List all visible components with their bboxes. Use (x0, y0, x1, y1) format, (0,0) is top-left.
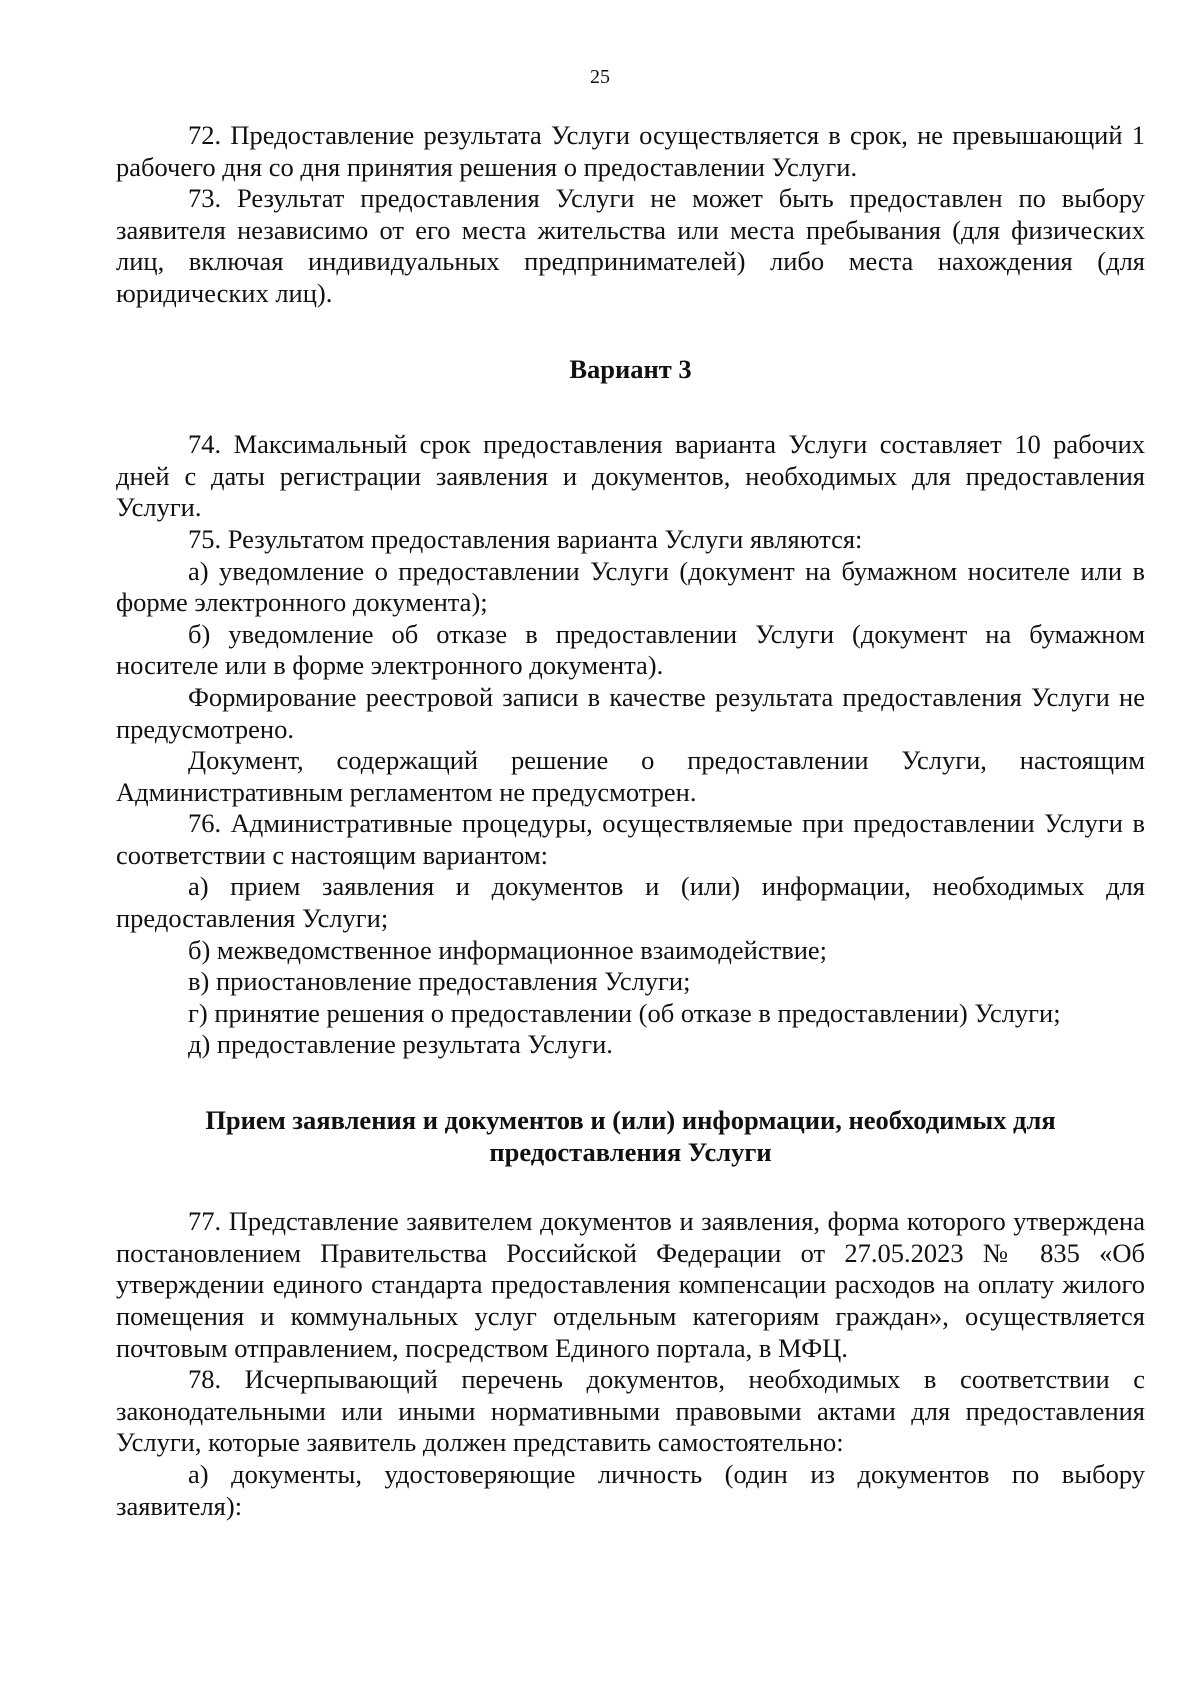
paragraph-75: 75. Результатом предоставления варианта Услуги являются: (188, 523, 863, 554)
paragraph-76-g: г) принятие решения о предоставлении (об отказе в предоставлении) Услуги; (188, 997, 1061, 1028)
paragraph-76-d: д) предоставление результата Услуги. (188, 1029, 613, 1060)
paragraph-75-a: а) уведомление о предоставлении Услуги (документ на бумажном носителе или в форме электронного документа); (116, 555, 1145, 618)
paragraph-72: 72. Предоставление результата Услуги осуществляется в срок, не превышающий 1 рабочего дня со дня принятия решения о предоставлении Услуги. (116, 120, 1145, 182)
paragraph-78: 78. Исчерпывающий перечень документов, необходимых в соответствии с законодательными или иными нормативными правовыми актами для предоставления Услуги, которые заявитель должен представить самостоятельно: (116, 1364, 1145, 1458)
paragraph-76-b: б) межведомственное информационное взаимодействие; (188, 934, 828, 965)
paragraph-78-a: а) документы, удостоверяющие личность (один из документов по выбору заявителя): (116, 1458, 1145, 1521)
page-number: 25 (590, 66, 610, 88)
paragraph-75-b: б) уведомление об отказе в предоставлении Услуги (документ на бумажном носителе или в форме электронного документа). (116, 618, 1145, 681)
heading-variant-3: Вариант 3 (569, 353, 692, 384)
paragraph-73: 73. Результат предоставления Услуги не может быть предоставлен по выбору заявителя независимо от его места жительства или места пребывания (для физических лиц, включая индивидуальных предпринимателей) либо места нахождения (для юридических лиц). (116, 183, 1145, 308)
paragraph-77: 77. Представление заявителем документов и заявления, форма которого утверждена постановлением Правительства Российской Федерации от 27.05.2023 № 835 «Об утверждении единого стандарта предоставления компенсации расходов на оплату жилого помещения и коммунальных услуг отдельным категориям граждан», осуществляется почтовым отправлением, посредством Единого портала, в МФЦ. (116, 1206, 1145, 1363)
paragraph-76-v: в) приостановление предоставления Услуги; (188, 966, 691, 997)
document-body (116, 120, 1145, 1522)
heading-application-reception: Прием заявления и документов и (или) информации, необходимых для предоставления Услуги (205, 1105, 1056, 1167)
paragraph-decision-document: Документ, содержащий решение о предоставлении Услуги, настоящим Административным регламентом не предусмотрен. (116, 745, 1145, 807)
paragraph-registry-record: Формирование реестровой записи в качестве результата предоставления Услуги не предусмотрено. (116, 681, 1145, 744)
paragraph-76-a: а) прием заявления и документов и (или) информации, необходимых для предоставления Услуги; (116, 871, 1145, 934)
paragraph-74: 74. Максимальный срок предоставления варианта Услуги составляет 10 рабочих дней с даты регистрации заявления и документов, необходимых для предоставления Услуги. (116, 429, 1145, 523)
paragraph-76: 76. Административные процедуры, осуществляемые при предоставлении Услуги в соответствии с настоящим вариантом: (116, 808, 1145, 870)
